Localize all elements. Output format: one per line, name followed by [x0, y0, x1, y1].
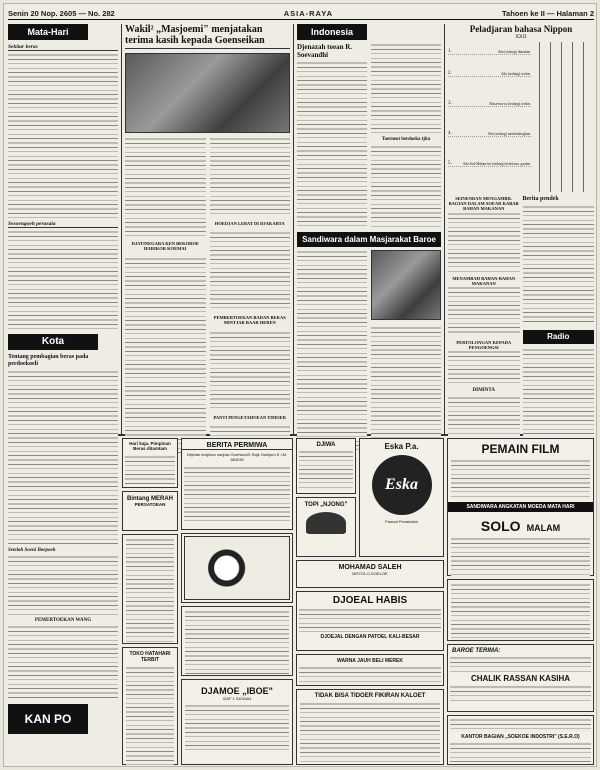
- article-body: [8, 53, 118, 218]
- ad-text: PERSATOEAN: [134, 502, 166, 507]
- article-body: [8, 555, 118, 615]
- ad-title: TIDAK BISA TIDOER FIKIRAN KALOET: [314, 693, 426, 699]
- ad-warna: [296, 654, 444, 686]
- column-rule: [121, 24, 122, 434]
- article-body: [371, 43, 441, 133]
- hat-icon: [306, 512, 346, 534]
- lesson-number: XXII: [515, 34, 527, 40]
- article-body: [125, 137, 206, 455]
- ad-title: PEMAIN FILM: [481, 442, 560, 456]
- ad-title: DJIWA: [316, 442, 336, 448]
- ad-classifieds: [122, 534, 178, 644]
- article-body: [8, 625, 118, 700]
- vocab-item: 5. Ada Sed-Makan-ini (sedang) berbicara, ganbar.: [448, 137, 531, 167]
- vocab-list: [448, 42, 531, 192]
- column-left: [8, 24, 118, 764]
- article-headline: Tentang pembagian beras pada perdoekoeli: [8, 354, 89, 367]
- article-body: [8, 230, 118, 330]
- vocab-item: 3. Masa-ma-sa (sedang) terdoe.: [448, 77, 531, 107]
- ad-title: BERITA PERMIWA: [182, 439, 292, 450]
- ad-pemain-film: [447, 438, 594, 576]
- subhead: PEMBERTOEKAN BADAN BEKAS MINTJAR BAAR HEREN: [213, 315, 286, 325]
- article-body: [448, 212, 520, 272]
- ad-text: IZAF 1 SATAAN: [222, 696, 252, 701]
- ad-konsultasi: [181, 606, 293, 676]
- article-body: [523, 205, 595, 325]
- subhead: PEMERTOEKAN WANG: [34, 618, 92, 623]
- ad-illustration: [181, 533, 293, 603]
- ad-mohamad-saleh: [296, 560, 444, 588]
- ad-text: Hari kaja. Pimpinan Beras ditamtam: [129, 441, 171, 451]
- article-title: Sesoengoeh perasaia: [8, 221, 118, 228]
- lesson-headline: Peladjaran bahasa Nippon: [469, 24, 573, 34]
- article-body: [371, 145, 441, 228]
- column-center-left: [125, 24, 290, 434]
- radio-banner: Radio: [523, 330, 595, 344]
- eska-logo: Eska: [372, 455, 432, 515]
- column-center-right: [297, 24, 441, 434]
- article-body: [8, 370, 118, 545]
- vocab-item: 1. Ada (sedang) dimakan.: [448, 44, 531, 55]
- masthead: [8, 8, 594, 20]
- subhead: Toerneot berdoeka tjita: [381, 137, 431, 142]
- subhead: MENAMBAH BAHAN-BAHAN MAKANAN: [452, 276, 516, 286]
- ad-text: Bintang MERAH: [127, 496, 173, 502]
- paper-title: ASIA-RAYA: [283, 9, 334, 18]
- ad-eska: [359, 438, 444, 557]
- ad-tidak-bisa-tidoer: [296, 689, 444, 765]
- ad-text: Paouat Penabalan: [385, 519, 418, 524]
- article-headline: Djenazah toean R. Soevandhi: [297, 43, 353, 59]
- ad-title: DJOEAL HABIS: [332, 595, 408, 606]
- kanpo-logo: KAN PO: [8, 704, 88, 734]
- ad-djoeal-habis: [296, 591, 444, 651]
- subhead: PERTOLONGAN KEPADA PENGOENGSI: [456, 340, 512, 350]
- ad-title: DJAMOE „IBOE": [201, 686, 273, 696]
- article-body: [448, 350, 520, 384]
- ad-text: MALAM: [526, 523, 561, 533]
- ad-djamoe: [181, 679, 293, 765]
- radio-schedule: [523, 348, 595, 436]
- subhead: Berita pendek: [522, 196, 559, 202]
- ad-title: TOPI „NJONG": [304, 502, 348, 508]
- ad-text: Ditjetak kesjiban sanjaw GoeNseAS Rajk Hantjam K.I.M. ABIDIN: [186, 452, 288, 462]
- subhead: HOEDJAN LEBAT DI DJAKARTA: [214, 221, 285, 226]
- section-banner: Kota: [8, 334, 98, 350]
- subhead: SEINENDAN MENGAMBIL BAGIAN DALAM SOEAR KABAR BAHAN MAKANAN: [448, 196, 519, 211]
- column-right: [448, 24, 594, 434]
- news-photo: [125, 53, 290, 133]
- ad-title: WARNA JAUH BELI MEREK: [337, 658, 403, 664]
- subhead: PANTI PENGETAHOEAN TIMOER: [213, 415, 286, 420]
- feature-photo: [371, 250, 441, 320]
- column-rule: [444, 24, 445, 434]
- vocab-item: 2. Ada (sedang) terdoe.: [448, 55, 531, 77]
- issue-date: Senin 20 Nop. 2605 — No. 282: [8, 9, 115, 18]
- article-body: [297, 250, 367, 450]
- ad-toko: [122, 647, 178, 765]
- newspaper-page: [3, 3, 597, 767]
- article-body: [448, 286, 520, 336]
- article-body: [448, 396, 520, 436]
- subhead: DJATINEGARA KEN BEKOROE HARIKOR KOEMAI: [131, 241, 199, 251]
- section-banner: Mata-Hari: [8, 24, 88, 40]
- ad-text: TOKO HATAHARI TERBIT: [129, 651, 171, 663]
- ad-title: MOHAMAD SALEH: [338, 564, 402, 571]
- ad-berita-permiwa: [181, 438, 293, 530]
- ad-film-listing: [447, 579, 594, 641]
- section-banner: Indonesia: [297, 24, 367, 40]
- ad-topi: [296, 497, 356, 557]
- vocab-item: 4. Ada (sedang) membokingkan.: [448, 107, 531, 137]
- ad-bintang: [122, 491, 178, 531]
- article-title: Sekitar beras: [8, 44, 118, 51]
- ad-harga: [122, 438, 178, 488]
- article-body: [297, 61, 367, 228]
- column-rule: [293, 24, 294, 434]
- ad-text: DJOEJAL DENGAN PATOEL KALI-BESAR: [320, 634, 420, 640]
- feature-banner: Sandiwara dalam Masjarakat Baroe: [297, 232, 441, 247]
- article-body: [210, 137, 291, 455]
- ad-title: Eska P.a.: [384, 442, 419, 451]
- ad-title: CHALIK RASSAN KASIHA: [470, 674, 571, 683]
- ad-title: KANTOR BAGIAN „SOEKOE INDOSTRI" (S.E.R.O): [461, 734, 580, 740]
- ad-text: SANDIWARA ANGKATAN MOEDA MATA HARI: [448, 502, 593, 512]
- article-body: [371, 326, 441, 440]
- ad-text: BISTOLO-DOELOE: [352, 571, 388, 576]
- page-number: Tahoen ke II — Halaman 2: [502, 9, 594, 18]
- japanese-text-block: [534, 42, 594, 192]
- main-headline: Wakil² „Masjoemi" menjatakan terima kasih kepada Goenseikan: [125, 24, 290, 49]
- subhead: Setelah Soeni Boepoeh: [8, 548, 56, 553]
- ad-city: SOLO: [480, 518, 521, 534]
- ad-kantor: [447, 715, 594, 765]
- ad-title: BAROE TERIMA:: [452, 648, 501, 654]
- subhead: DIMINTA: [472, 388, 495, 393]
- ad-chalik: [447, 644, 594, 712]
- ad-djiwa: [296, 438, 356, 494]
